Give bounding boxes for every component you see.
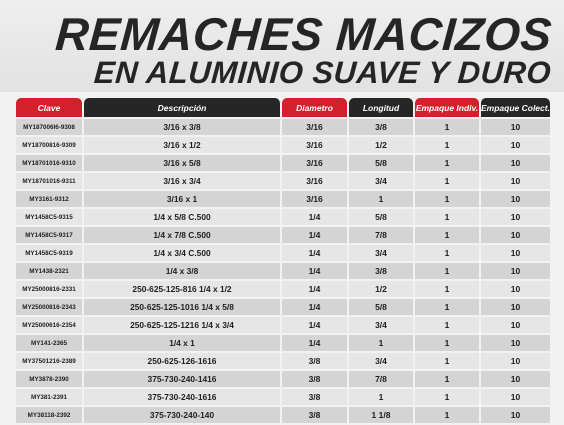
cell-longitud: 1 — [349, 389, 413, 405]
cell-diametro: 1/4 — [282, 299, 347, 315]
table-row — [16, 371, 550, 387]
cell-descripcion: 1/4 x 3/4 C.500 — [84, 245, 280, 261]
cell-empaque-indiv: 1 — [415, 245, 479, 261]
cell-diametro: 1/4 — [282, 317, 347, 333]
cell-empaque-colect: 10 — [481, 245, 550, 261]
cell-longitud: 1/2 — [349, 137, 413, 153]
cell-empaque-indiv: 1 — [415, 407, 479, 423]
cell-empaque-colect: 10 — [481, 209, 550, 225]
table-row — [16, 191, 550, 207]
cell-empaque-indiv: 1 — [415, 389, 479, 405]
cell-descripcion: 3/16 x 5/8 — [84, 155, 280, 171]
cell-clave: MY1458C5-9317 — [16, 227, 82, 243]
cell-diametro: 1/4 — [282, 263, 347, 279]
cell-diametro: 3/16 — [282, 137, 347, 153]
cell-descripcion: 3/16 x 3/4 — [84, 173, 280, 189]
cell-longitud: 5/8 — [349, 155, 413, 171]
cell-empaque-colect: 10 — [481, 407, 550, 423]
cell-descripcion: 3/16 x 3/8 — [84, 119, 280, 135]
table-row — [16, 335, 550, 351]
cell-longitud: 3/4 — [349, 245, 413, 261]
cell-longitud: 3/8 — [349, 263, 413, 279]
cell-clave: MY38118-2392 — [16, 407, 82, 423]
cell-diametro: 3/8 — [282, 389, 347, 405]
cell-diametro: 1/4 — [282, 335, 347, 351]
cell-diametro: 1/4 — [282, 227, 347, 243]
column-header-empaque-colect: Empaque Colect. — [481, 98, 550, 117]
cell-longitud: 3/4 — [349, 173, 413, 189]
cell-descripcion: 1/4 x 1 — [84, 335, 280, 351]
cell-clave: MY1438-2321 — [16, 263, 82, 279]
cell-empaque-colect: 10 — [481, 371, 550, 387]
table-row — [16, 299, 550, 315]
cell-descripcion: 3/16 x 1 — [84, 191, 280, 207]
cell-empaque-colect: 10 — [481, 317, 550, 333]
cell-clave: MY3878-2390 — [16, 371, 82, 387]
table-row — [16, 209, 550, 225]
cell-empaque-colect: 10 — [481, 353, 550, 369]
table-row — [16, 317, 550, 333]
cell-empaque-indiv: 1 — [415, 299, 479, 315]
cell-clave: MY37501216-2389 — [16, 353, 82, 369]
cell-descripcion: 375-730-240-140 — [84, 407, 280, 423]
cell-empaque-colect: 10 — [481, 155, 550, 171]
cell-empaque-colect: 10 — [481, 263, 550, 279]
cell-clave: MY18701016-9311 — [16, 173, 82, 189]
cell-longitud: 1 1/8 — [349, 407, 413, 423]
table-row — [16, 245, 550, 261]
cell-longitud: 5/8 — [349, 209, 413, 225]
cell-empaque-indiv: 1 — [415, 335, 479, 351]
cell-clave: MY25000816-2343 — [16, 299, 82, 315]
table-row — [16, 407, 550, 423]
cell-descripcion: 1/4 x 7/8 C.500 — [84, 227, 280, 243]
cell-descripcion: 250-625-125-816 1/4 x 1/2 — [84, 281, 280, 297]
page-subtitle: EN ALUMINIO SUAVE Y DURO — [92, 55, 553, 90]
cell-empaque-colect: 10 — [481, 137, 550, 153]
cell-clave: MY1458C5-9315 — [16, 209, 82, 225]
cell-clave: MY3161-9312 — [16, 191, 82, 207]
cell-clave: MY187006I6-9308 — [16, 119, 82, 135]
cell-empaque-indiv: 1 — [415, 155, 479, 171]
cell-empaque-colect: 10 — [481, 299, 550, 315]
cell-empaque-indiv: 1 — [415, 119, 479, 135]
cell-empaque-colect: 10 — [481, 191, 550, 207]
cell-empaque-indiv: 1 — [415, 317, 479, 333]
cell-descripcion: 375-730-240-1416 — [84, 371, 280, 387]
cell-empaque-colect: 10 — [481, 227, 550, 243]
cell-diametro: 3/16 — [282, 155, 347, 171]
table-row — [16, 353, 550, 369]
cell-longitud: 3/4 — [349, 353, 413, 369]
cell-diametro: 1/4 — [282, 245, 347, 261]
cell-clave: MY141-2365 — [16, 335, 82, 351]
cell-empaque-colect: 10 — [481, 389, 550, 405]
table-row — [16, 227, 550, 243]
cell-empaque-indiv: 1 — [415, 227, 479, 243]
cell-diametro: 3/16 — [282, 191, 347, 207]
cell-empaque-indiv: 1 — [415, 173, 479, 189]
cell-empaque-indiv: 1 — [415, 191, 479, 207]
cell-clave: MY25000616-2354 — [16, 317, 82, 333]
product-table — [14, 96, 552, 425]
cell-descripcion: 1/4 x 3/8 — [84, 263, 280, 279]
table-row — [16, 137, 550, 153]
cell-longitud: 7/8 — [349, 227, 413, 243]
cell-empaque-indiv: 1 — [415, 353, 479, 369]
table-row — [16, 263, 550, 279]
cell-diametro: 3/8 — [282, 353, 347, 369]
cell-clave: MY1458C5-9319 — [16, 245, 82, 261]
cell-empaque-colect: 10 — [481, 281, 550, 297]
cell-longitud: 5/8 — [349, 299, 413, 315]
cell-longitud: 1 — [349, 335, 413, 351]
cell-empaque-colect: 10 — [481, 173, 550, 189]
cell-longitud: 1/2 — [349, 281, 413, 297]
page-title: REMACHES MACIZOS — [53, 8, 554, 60]
cell-diametro: 3/8 — [282, 407, 347, 423]
cell-clave: MY381-2391 — [16, 389, 82, 405]
table-header-row — [16, 98, 550, 117]
table-body — [16, 119, 550, 423]
cell-descripcion: 3/16 x 1/2 — [84, 137, 280, 153]
cell-descripcion: 375-730-240-1616 — [84, 389, 280, 405]
cell-clave: MY25000816-2331 — [16, 281, 82, 297]
cell-empaque-indiv: 1 — [415, 209, 479, 225]
cell-diametro: 3/16 — [282, 119, 347, 135]
cell-descripcion: 250-625-125-1016 1/4 x 5/8 — [84, 299, 280, 315]
cell-diametro: 1/4 — [282, 281, 347, 297]
cell-descripcion: 250-625-125-1216 1/4 x 3/4 — [84, 317, 280, 333]
cell-empaque-colect: 10 — [481, 119, 550, 135]
column-header-clave: Clave — [16, 98, 82, 117]
cell-clave: MY18701016-9310 — [16, 155, 82, 171]
cell-empaque-indiv: 1 — [415, 137, 479, 153]
cell-longitud: 3/8 — [349, 119, 413, 135]
column-header-empaque-indiv: Empaque Indiv. — [415, 98, 479, 117]
column-header-longitud: Longitud — [349, 98, 413, 117]
table-row — [16, 389, 550, 405]
table-row — [16, 119, 550, 135]
cell-diametro: 3/16 — [282, 173, 347, 189]
column-header-descripcion: Descripción — [84, 98, 280, 117]
cell-descripcion: 250-625-126-1616 — [84, 353, 280, 369]
table-row — [16, 173, 550, 189]
cell-longitud: 1 — [349, 191, 413, 207]
column-header-diametro: Diametro — [282, 98, 347, 117]
cell-longitud: 7/8 — [349, 371, 413, 387]
cell-clave: MY18700816-9309 — [16, 137, 82, 153]
table-row — [16, 281, 550, 297]
cell-diametro: 1/4 — [282, 209, 347, 225]
cell-empaque-indiv: 1 — [415, 263, 479, 279]
cell-descripcion: 1/4 x 5/8 C.500 — [84, 209, 280, 225]
cell-longitud: 3/4 — [349, 317, 413, 333]
cell-diametro: 3/8 — [282, 371, 347, 387]
cell-empaque-colect: 10 — [481, 335, 550, 351]
cell-empaque-indiv: 1 — [415, 281, 479, 297]
table-row — [16, 155, 550, 171]
cell-empaque-indiv: 1 — [415, 371, 479, 387]
